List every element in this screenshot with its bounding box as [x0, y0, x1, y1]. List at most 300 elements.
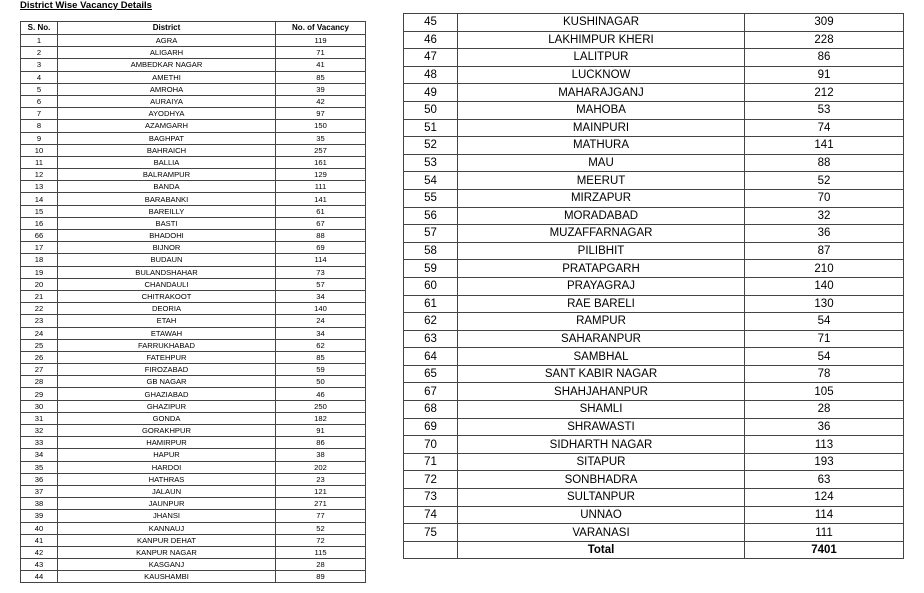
- cell-vacancy: 91: [745, 66, 904, 84]
- cell-district: RAMPUR: [458, 313, 745, 331]
- cell-vacancy: 114: [276, 254, 366, 266]
- table-row: [21, 290, 366, 302]
- cell-sno: 68: [404, 401, 458, 419]
- table-row: [404, 348, 904, 366]
- cell-district: LAKHIMPUR KHERI: [458, 31, 745, 49]
- table-row: [21, 534, 366, 546]
- table-row: [21, 132, 366, 144]
- cell-sno: 6: [21, 95, 58, 107]
- cell-vacancy: 89: [276, 571, 366, 583]
- table-row: [404, 84, 904, 102]
- cell-district: MAINPURI: [458, 119, 745, 137]
- table-row: [21, 181, 366, 193]
- table-row: [21, 59, 366, 71]
- cell-sno: 41: [21, 534, 58, 546]
- cell-vacancy: 161: [276, 156, 366, 168]
- cell-sno: 45: [404, 14, 458, 32]
- cell-district: SITAPUR: [458, 453, 745, 471]
- cell-sno: 71: [404, 453, 458, 471]
- total-label: Total: [458, 541, 745, 559]
- table-row: [21, 339, 366, 351]
- cell-district: MORADABAD: [458, 207, 745, 225]
- cell-vacancy: 54: [745, 313, 904, 331]
- cell-district: BASTI: [58, 217, 276, 229]
- table-row: [21, 217, 366, 229]
- table-row: [21, 242, 366, 254]
- table-row: [404, 330, 904, 348]
- cell-district: BHADOHI: [58, 230, 276, 242]
- table-row: [404, 401, 904, 419]
- cell-district: SIDHARTH NAGAR: [458, 436, 745, 454]
- cell-district: VARANASI: [458, 524, 745, 542]
- cell-vacancy: 257: [276, 144, 366, 156]
- cell-vacancy: 71: [745, 330, 904, 348]
- table-row: [404, 383, 904, 401]
- table-row: [21, 83, 366, 95]
- table-row: [21, 425, 366, 437]
- table-row: [21, 193, 366, 205]
- cell-district: AGRA: [58, 35, 276, 47]
- table-row: [21, 205, 366, 217]
- cell-district: KANPUR NAGAR: [58, 546, 276, 558]
- table-row: [404, 295, 904, 313]
- column-header-sno: S. No.: [21, 22, 58, 35]
- table-row: [404, 277, 904, 295]
- cell-sno: 7: [21, 108, 58, 120]
- cell-vacancy: 34: [276, 327, 366, 339]
- cell-sno: 61: [404, 295, 458, 313]
- cell-sno: 21: [21, 290, 58, 302]
- cell-vacancy: 140: [745, 277, 904, 295]
- table-row: [21, 254, 366, 266]
- cell-vacancy: 63: [745, 471, 904, 489]
- cell-district: SAHARANPUR: [458, 330, 745, 348]
- cell-district: BAGHPAT: [58, 132, 276, 144]
- cell-sno: 26: [21, 351, 58, 363]
- table-row: [21, 522, 366, 534]
- cell-district: BUDAUN: [58, 254, 276, 266]
- cell-district: JALAUN: [58, 485, 276, 497]
- cell-district: KASGANJ: [58, 559, 276, 571]
- table-row: [404, 242, 904, 260]
- cell-vacancy: 121: [276, 485, 366, 497]
- cell-sno: 51: [404, 119, 458, 137]
- cell-sno: 40: [21, 522, 58, 534]
- cell-vacancy: 193: [745, 453, 904, 471]
- cell-vacancy: 141: [276, 193, 366, 205]
- table-row: [21, 485, 366, 497]
- cell-vacancy: 50: [276, 376, 366, 388]
- cell-vacancy: 141: [745, 137, 904, 155]
- cell-district: HARDOI: [58, 461, 276, 473]
- cell-sno: 19: [21, 266, 58, 278]
- cell-district: HATHRAS: [58, 473, 276, 485]
- cell-district: PRAYAGRAJ: [458, 277, 745, 295]
- table-row: [21, 47, 366, 59]
- cell-sno: 70: [404, 436, 458, 454]
- cell-sno: 56: [404, 207, 458, 225]
- table-row: [21, 95, 366, 107]
- cell-sno: 34: [21, 449, 58, 461]
- cell-sno: 43: [21, 559, 58, 571]
- cell-district: SHAHJAHANPUR: [458, 383, 745, 401]
- cell-vacancy: 202: [276, 461, 366, 473]
- table-row: [21, 412, 366, 424]
- cell-district: KAUSHAMBI: [58, 571, 276, 583]
- table-row: [404, 66, 904, 84]
- cell-sno: 22: [21, 303, 58, 315]
- cell-sno: 66: [21, 230, 58, 242]
- table-row: [21, 437, 366, 449]
- cell-sno: 17: [21, 242, 58, 254]
- cell-vacancy: 111: [745, 524, 904, 542]
- table-row: [404, 137, 904, 155]
- cell-district: BAREILLY: [58, 205, 276, 217]
- cell-vacancy: 113: [745, 436, 904, 454]
- cell-district: GHAZIPUR: [58, 400, 276, 412]
- cell-vacancy: 23: [276, 473, 366, 485]
- table-row: [21, 230, 366, 242]
- cell-sno: 49: [404, 84, 458, 102]
- table-row: [404, 524, 904, 542]
- table-row: [21, 327, 366, 339]
- cell-district: KANNAUJ: [58, 522, 276, 534]
- cell-district: MAHARAJGANJ: [458, 84, 745, 102]
- cell-district: GONDA: [58, 412, 276, 424]
- cell-district: MEERUT: [458, 172, 745, 190]
- total-row: [404, 541, 904, 559]
- cell-vacancy: 85: [276, 351, 366, 363]
- cell-district: RAE BARELI: [458, 295, 745, 313]
- cell-sno: 39: [21, 510, 58, 522]
- cell-district: GB NAGAR: [58, 376, 276, 388]
- table-row: [21, 400, 366, 412]
- cell-sno: 62: [404, 313, 458, 331]
- cell-vacancy: 24: [276, 315, 366, 327]
- cell-sno: 75: [404, 524, 458, 542]
- table-row: [21, 144, 366, 156]
- cell-district: BIJNOR: [58, 242, 276, 254]
- cell-district: SHAMLI: [458, 401, 745, 419]
- cell-district: FATEHPUR: [58, 351, 276, 363]
- cell-district: GHAZIABAD: [58, 388, 276, 400]
- cell-district: PILIBHIT: [458, 242, 745, 260]
- table-row: [21, 498, 366, 510]
- cell-vacancy: 87: [745, 242, 904, 260]
- cell-sno: 31: [21, 412, 58, 424]
- cell-sno: 3: [21, 59, 58, 71]
- table-row: [21, 266, 366, 278]
- cell-district: ETAH: [58, 315, 276, 327]
- cell-vacancy: 42: [276, 95, 366, 107]
- table-row: [21, 546, 366, 558]
- table-row: [21, 156, 366, 168]
- cell-vacancy: 150: [276, 120, 366, 132]
- cell-vacancy: 77: [276, 510, 366, 522]
- table-row: [404, 49, 904, 67]
- cell-district: SHRAWASTI: [458, 418, 745, 436]
- cell-district: KANPUR DEHAT: [58, 534, 276, 546]
- table-row: [21, 108, 366, 120]
- cell-vacancy: 69: [276, 242, 366, 254]
- cell-sno: 28: [21, 376, 58, 388]
- cell-sno: 25: [21, 339, 58, 351]
- cell-sno: 15: [21, 205, 58, 217]
- cell-district: UNNAO: [458, 506, 745, 524]
- cell-vacancy: 114: [745, 506, 904, 524]
- table-row: [21, 315, 366, 327]
- cell-sno: 53: [404, 154, 458, 172]
- cell-sno: 36: [21, 473, 58, 485]
- cell-district: AZAMGARH: [58, 120, 276, 132]
- cell-district: MATHURA: [458, 137, 745, 155]
- cell-sno: 16: [21, 217, 58, 229]
- cell-district: BANDA: [58, 181, 276, 193]
- cell-district: MUZAFFARNAGAR: [458, 225, 745, 243]
- cell-vacancy: 67: [276, 217, 366, 229]
- cell-sno: 54: [404, 172, 458, 190]
- cell-vacancy: 39: [276, 83, 366, 95]
- cell-sno: 9: [21, 132, 58, 144]
- cell-vacancy: 111: [276, 181, 366, 193]
- cell-sno: 73: [404, 489, 458, 507]
- table-row: [21, 559, 366, 571]
- table-row: [21, 351, 366, 363]
- cell-vacancy: 250: [276, 400, 366, 412]
- table-row: [21, 120, 366, 132]
- table-row: [21, 510, 366, 522]
- cell-sno: 59: [404, 260, 458, 278]
- table-row: [404, 225, 904, 243]
- cell-sno: 72: [404, 471, 458, 489]
- table-row: [21, 388, 366, 400]
- cell-sno: 20: [21, 278, 58, 290]
- cell-vacancy: 86: [745, 49, 904, 67]
- cell-sno: 48: [404, 66, 458, 84]
- cell-district: MAU: [458, 154, 745, 172]
- table-row: [404, 313, 904, 331]
- cell-sno: 38: [21, 498, 58, 510]
- cell-vacancy: 28: [745, 401, 904, 419]
- table-row: [21, 473, 366, 485]
- cell-blank: [404, 541, 458, 559]
- cell-vacancy: 182: [276, 412, 366, 424]
- cell-district: ALIGARH: [58, 47, 276, 59]
- cell-district: PRATAPGARH: [458, 260, 745, 278]
- cell-vacancy: 228: [745, 31, 904, 49]
- cell-district: MIRZAPUR: [458, 189, 745, 207]
- cell-vacancy: 119: [276, 35, 366, 47]
- cell-vacancy: 91: [276, 425, 366, 437]
- cell-vacancy: 72: [276, 534, 366, 546]
- cell-vacancy: 97: [276, 108, 366, 120]
- table-row: [21, 71, 366, 83]
- cell-vacancy: 74: [745, 119, 904, 137]
- table-row: [404, 436, 904, 454]
- cell-district: KUSHINAGAR: [458, 14, 745, 32]
- cell-vacancy: 34: [276, 290, 366, 302]
- cell-vacancy: 53: [745, 101, 904, 119]
- cell-district: BALLIA: [58, 156, 276, 168]
- cell-district: AMBEDKAR NAGAR: [58, 59, 276, 71]
- cell-vacancy: 52: [276, 522, 366, 534]
- column-header-vacancy: No. of Vacancy: [276, 22, 366, 35]
- cell-vacancy: 140: [276, 303, 366, 315]
- cell-district: CHANDAULI: [58, 278, 276, 290]
- cell-vacancy: 85: [276, 71, 366, 83]
- table-row: [21, 364, 366, 376]
- cell-district: CHITRAKOOT: [58, 290, 276, 302]
- table-row: [404, 154, 904, 172]
- cell-sno: 10: [21, 144, 58, 156]
- cell-vacancy: 61: [276, 205, 366, 217]
- cell-sno: 65: [404, 365, 458, 383]
- cell-sno: 4: [21, 71, 58, 83]
- cell-sno: 5: [21, 83, 58, 95]
- cell-vacancy: 115: [276, 546, 366, 558]
- cell-vacancy: 129: [276, 169, 366, 181]
- cell-sno: 44: [21, 571, 58, 583]
- cell-vacancy: 88: [276, 230, 366, 242]
- cell-vacancy: 88: [745, 154, 904, 172]
- cell-sno: 35: [21, 461, 58, 473]
- cell-district: SONBHADRA: [458, 471, 745, 489]
- cell-vacancy: 52: [745, 172, 904, 190]
- cell-vacancy: 36: [745, 225, 904, 243]
- cell-vacancy: 124: [745, 489, 904, 507]
- cell-vacancy: 54: [745, 348, 904, 366]
- cell-sno: 24: [21, 327, 58, 339]
- vacancy-table-left: [20, 21, 366, 583]
- cell-vacancy: 35: [276, 132, 366, 144]
- total-value: 7401: [745, 541, 904, 559]
- table-row: [404, 119, 904, 137]
- cell-sno: 33: [21, 437, 58, 449]
- table-row: [21, 376, 366, 388]
- table-row: [21, 571, 366, 583]
- cell-vacancy: 38: [276, 449, 366, 461]
- table-row: [404, 189, 904, 207]
- cell-vacancy: 46: [276, 388, 366, 400]
- table-row: [404, 207, 904, 225]
- cell-sno: 57: [404, 225, 458, 243]
- cell-vacancy: 309: [745, 14, 904, 32]
- cell-sno: 32: [21, 425, 58, 437]
- cell-sno: 27: [21, 364, 58, 376]
- cell-vacancy: 41: [276, 59, 366, 71]
- table-row: [404, 101, 904, 119]
- cell-vacancy: 212: [745, 84, 904, 102]
- cell-district: AMETHI: [58, 71, 276, 83]
- cell-vacancy: 62: [276, 339, 366, 351]
- table-row: [404, 471, 904, 489]
- cell-vacancy: 130: [745, 295, 904, 313]
- cell-sno: 74: [404, 506, 458, 524]
- cell-sno: 64: [404, 348, 458, 366]
- cell-district: HAMIRPUR: [58, 437, 276, 449]
- cell-sno: 13: [21, 181, 58, 193]
- cell-vacancy: 78: [745, 365, 904, 383]
- table-row: [404, 172, 904, 190]
- cell-sno: 29: [21, 388, 58, 400]
- cell-sno: 50: [404, 101, 458, 119]
- cell-district: BARABANKI: [58, 193, 276, 205]
- cell-sno: 18: [21, 254, 58, 266]
- table-header-row: [21, 22, 366, 35]
- cell-vacancy: 210: [745, 260, 904, 278]
- cell-vacancy: 36: [745, 418, 904, 436]
- cell-vacancy: 59: [276, 364, 366, 376]
- table-row: [404, 418, 904, 436]
- table-row: [404, 506, 904, 524]
- cell-sno: 58: [404, 242, 458, 260]
- table-row: [21, 303, 366, 315]
- table-row: [21, 169, 366, 181]
- table-row: [21, 461, 366, 473]
- cell-vacancy: 57: [276, 278, 366, 290]
- column-header-district: District: [58, 22, 276, 35]
- cell-district: AMROHA: [58, 83, 276, 95]
- cell-sno: 46: [404, 31, 458, 49]
- cell-district: SAMBHAL: [458, 348, 745, 366]
- cell-district: ETAWAH: [58, 327, 276, 339]
- cell-sno: 14: [21, 193, 58, 205]
- cell-sno: 1: [21, 35, 58, 47]
- cell-vacancy: 28: [276, 559, 366, 571]
- cell-district: AURAIYA: [58, 95, 276, 107]
- cell-district: MAHOBA: [458, 101, 745, 119]
- cell-vacancy: 271: [276, 498, 366, 510]
- cell-sno: 67: [404, 383, 458, 401]
- cell-district: HAPUR: [58, 449, 276, 461]
- cell-sno: 2: [21, 47, 58, 59]
- cell-sno: 63: [404, 330, 458, 348]
- cell-district: JAUNPUR: [58, 498, 276, 510]
- cell-district: FARRUKHABAD: [58, 339, 276, 351]
- table-row: [404, 365, 904, 383]
- cell-district: JHANSI: [58, 510, 276, 522]
- cell-district: LALITPUR: [458, 49, 745, 67]
- cell-sno: 52: [404, 137, 458, 155]
- cell-district: AYODHYA: [58, 108, 276, 120]
- table-row: [404, 489, 904, 507]
- vacancy-table-right: [403, 13, 904, 559]
- cell-district: BAHRAICH: [58, 144, 276, 156]
- page-title: District Wise Vacancy Details: [20, 0, 152, 11]
- cell-district: SANT KABIR NAGAR: [458, 365, 745, 383]
- table-row: [21, 35, 366, 47]
- cell-district: LUCKNOW: [458, 66, 745, 84]
- cell-vacancy: 71: [276, 47, 366, 59]
- cell-district: FIROZABAD: [58, 364, 276, 376]
- cell-sno: 55: [404, 189, 458, 207]
- cell-district: GORAKHPUR: [58, 425, 276, 437]
- cell-sno: 42: [21, 546, 58, 558]
- cell-sno: 8: [21, 120, 58, 132]
- table-row: [404, 453, 904, 471]
- cell-vacancy: 70: [745, 189, 904, 207]
- table-row: [21, 449, 366, 461]
- cell-vacancy: 73: [276, 266, 366, 278]
- cell-vacancy: 86: [276, 437, 366, 449]
- cell-district: BULANDSHAHAR: [58, 266, 276, 278]
- table-row: [404, 31, 904, 49]
- table-row: [404, 260, 904, 278]
- cell-sno: 60: [404, 277, 458, 295]
- cell-vacancy: 32: [745, 207, 904, 225]
- cell-sno: 37: [21, 485, 58, 497]
- cell-district: BALRAMPUR: [58, 169, 276, 181]
